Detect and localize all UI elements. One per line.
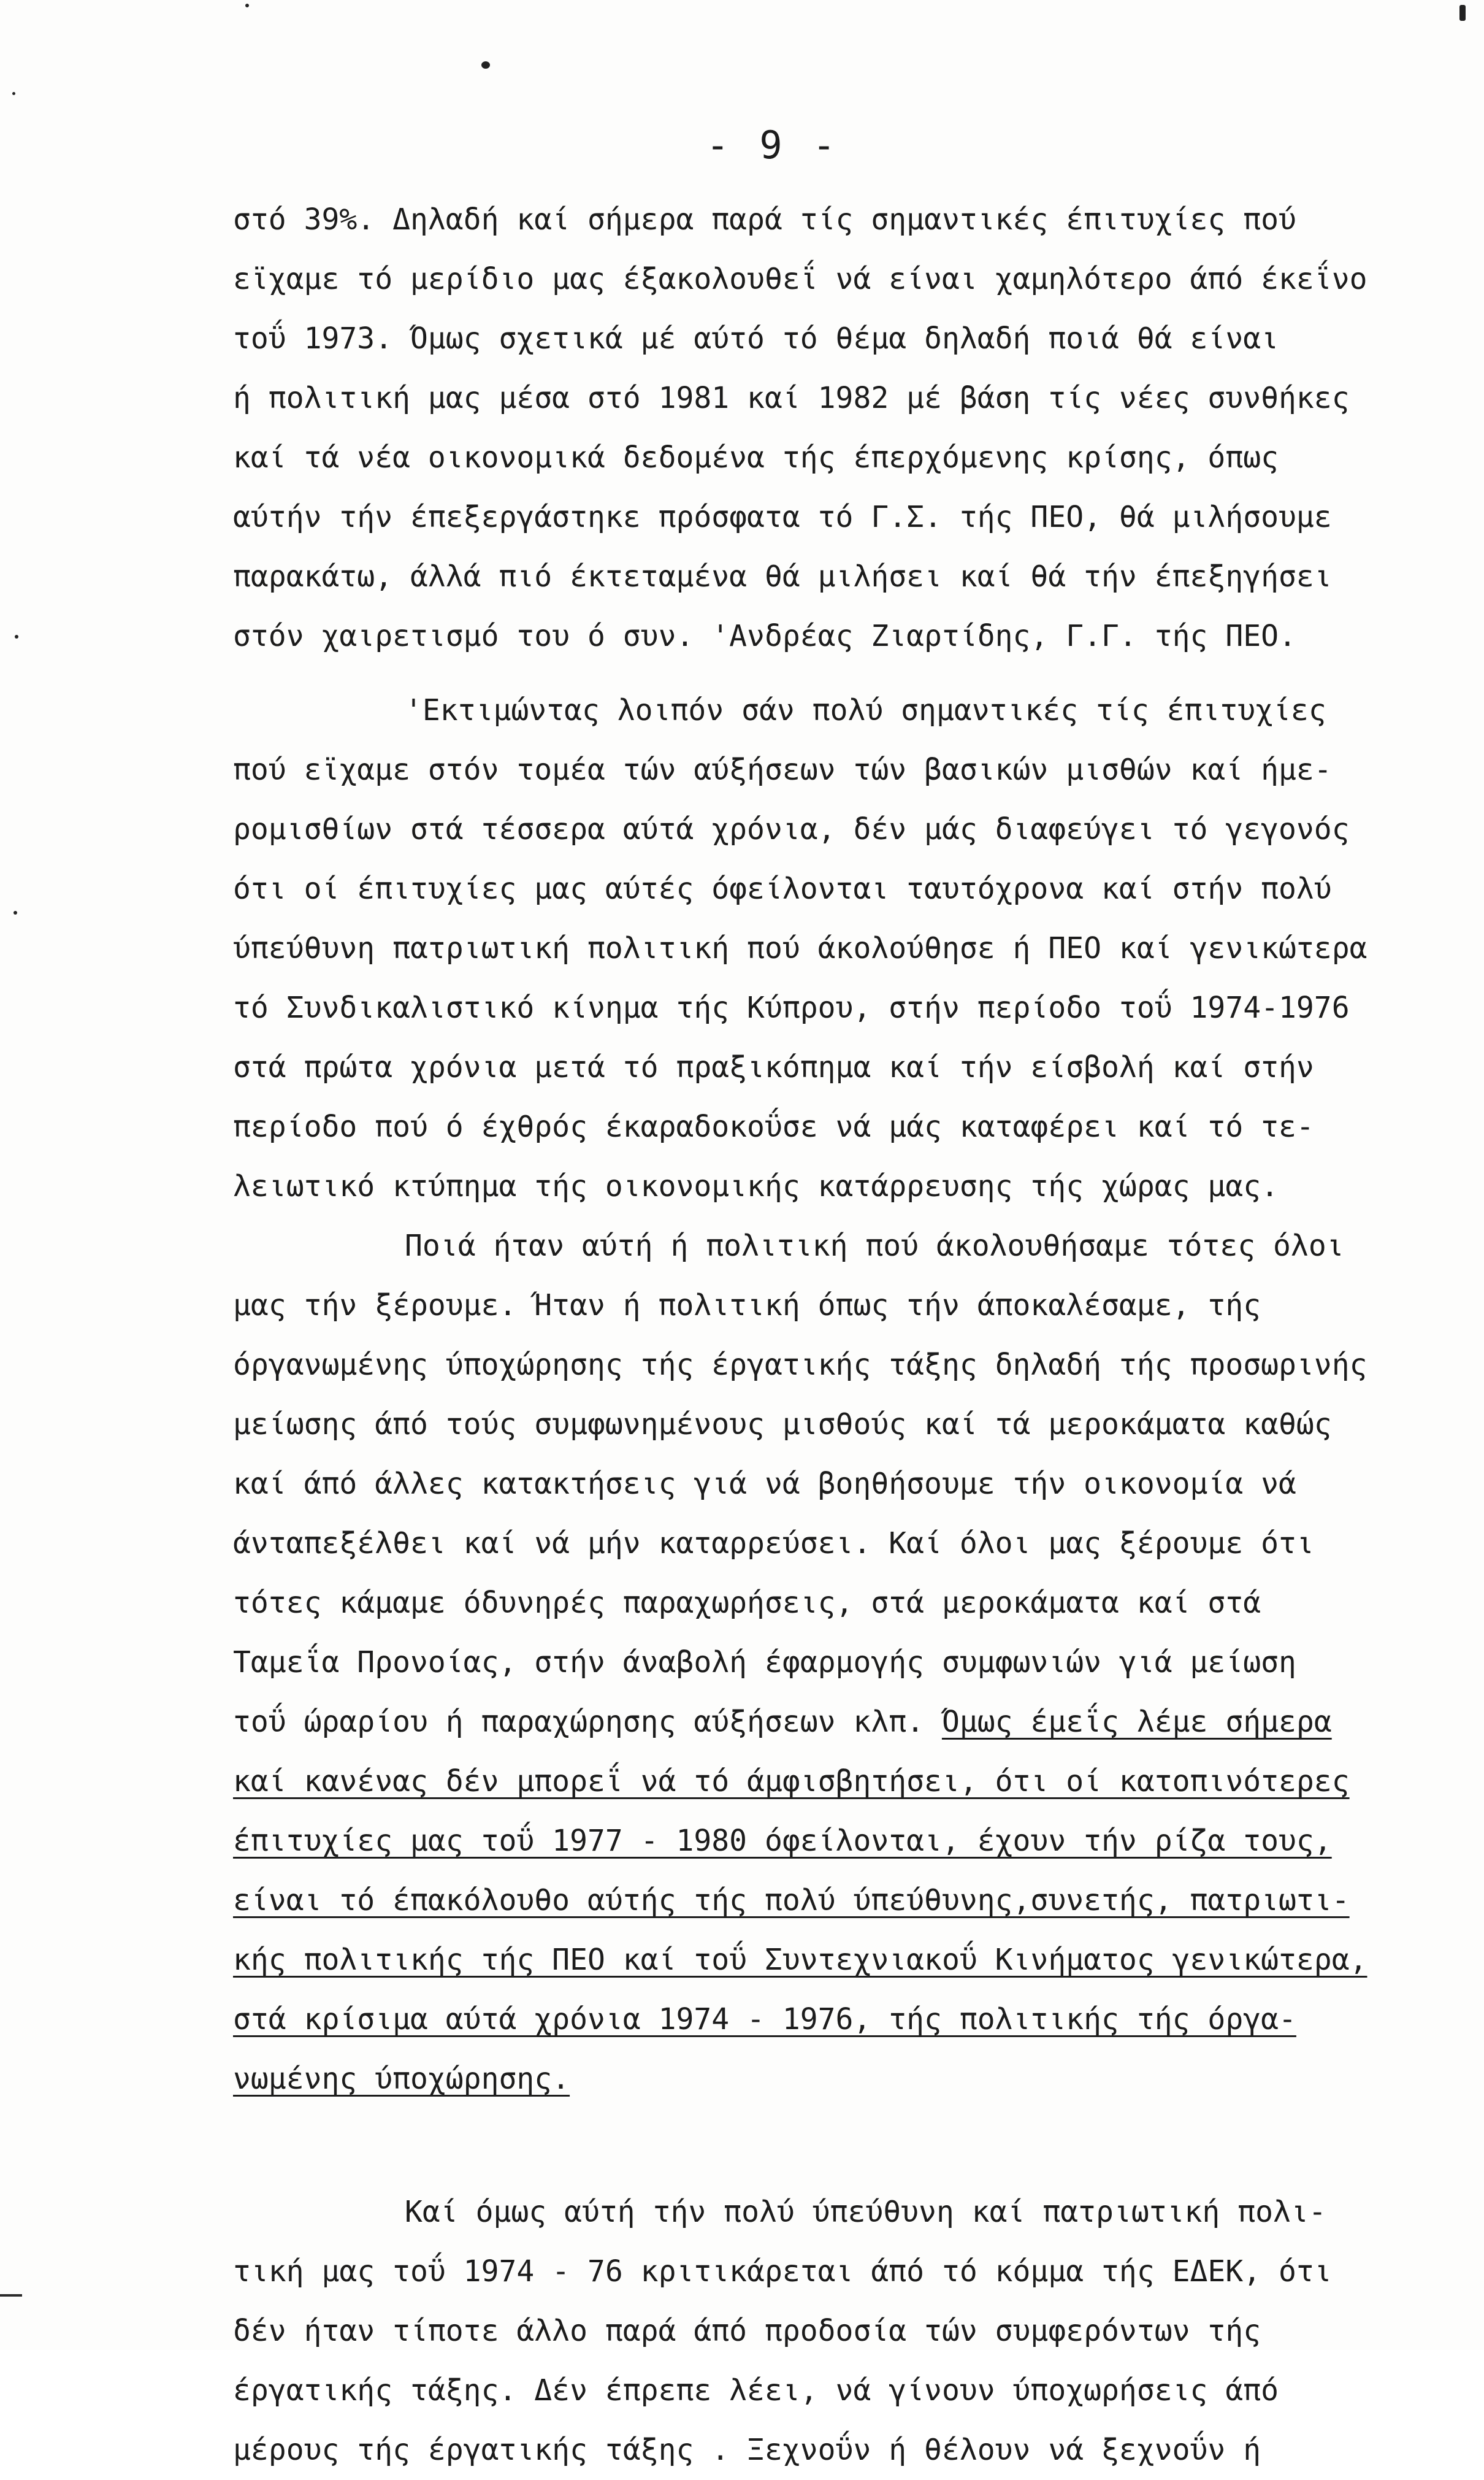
scan-speck bbox=[13, 911, 17, 915]
text-line: μείωσης άπό τούς συμφωνημένους μισθούς καί τά μεροκάματα καθώς bbox=[233, 1407, 1332, 1442]
text-line: έργατικής τάξης. Δέν έπρεπε λέει, νά γίνουν ύποχωρήσεις άπό bbox=[233, 2373, 1279, 2408]
text-line: όργανωμένης ύποχώρησης τής έργατικής τάξης δηλαδή τής προσωρινής bbox=[233, 1348, 1367, 1382]
text-line: στόν χαιρετισμό του ό συν. 'Ανδρέας Ζιαρτίδης, Γ.Γ. τής ΠΕΟ. bbox=[233, 619, 1296, 653]
text-line: περίοδο πού ό έχθρός έκαραδοκοΰσε νά μάς καταφέρει καί τό τε- bbox=[233, 1110, 1314, 1144]
text-line: ρομισθίων στά τέσσερα αύτά χρόνια, δέν μάς διαφεύγει τό γεγονός bbox=[233, 812, 1350, 847]
paragraph-1 bbox=[233, 190, 1429, 666]
scan-speck bbox=[1459, 5, 1466, 21]
paragraph-2 bbox=[233, 681, 1429, 1216]
scan-edge-line bbox=[0, 2294, 22, 2297]
text-line: ή πολιτική μας μέσα στό 1981 καί 1982 μέ βάση τίς νέες συνθήκες bbox=[233, 381, 1350, 415]
text-line: Ποιά ήταν αύτή ή πολιτική πού άκολουθήσαμε τότες όλοι bbox=[405, 1229, 1344, 1263]
text-line: τό Συνδικαλιστικό κίνημα τής Κύπρου, στήν περίοδο τοΰ 1974-1976 bbox=[233, 991, 1350, 1025]
underlined-line: έπιτυχίες μας τοΰ 1977 - 1980 όφείλονται, έχουν τήν ρίζα τους, bbox=[233, 1824, 1332, 1858]
text-line: 'Εκτιμώντας λοιπόν σάν πολύ σημαντικές τίς έπιτυχίες bbox=[405, 693, 1326, 727]
text-line: τότες κάμαμε όδυνηρές παραχωρήσεις, στά μεροκάματα καί στά bbox=[233, 1586, 1261, 1620]
text-line: πού εϊχαμε στόν τομέα τών αύξήσεων τών βασικών μισθών καί ήμε- bbox=[233, 753, 1332, 787]
page-number: - 9 - bbox=[706, 123, 840, 167]
text-line: παρακάτω, άλλά πιό έκτεταμένα θά μιλήσει καί θά τήν έπεξηγήσει bbox=[233, 559, 1332, 594]
text-line: καί άπό άλλες κατακτήσεις γιά νά βοηθήσουμε τήν οικονομία νά bbox=[233, 1467, 1296, 1501]
underlined-line: καί κανένας δέν μπορεΐ νά τό άμφισβητήσει, ότι οί κατοπινότερες bbox=[233, 1764, 1350, 1799]
text-line: Καί όμως αύτή τήν πολύ ύπεύθυνη καί πατριωτική πολι- bbox=[405, 2195, 1326, 2229]
scan-speck bbox=[15, 635, 18, 639]
text-line: λειωτικό κτύπημα τής οικονομικής κατάρρευσης τής χώρας μας. bbox=[233, 1169, 1279, 1204]
document-body bbox=[233, 190, 1429, 2480]
scan-speck bbox=[245, 4, 249, 7]
scan-speck bbox=[12, 92, 15, 95]
text-line: μας τήν ξέρουμε. Ήταν ή πολιτική όπως τήν άποκαλέσαμε, τής bbox=[233, 1288, 1261, 1323]
text-line: ότι οί έπιτυχίες μας αύτές όφείλονται ταυτόχρονα καί στήν πολύ bbox=[233, 872, 1332, 906]
text-line: καί τά νέα οικονομικά δεδομένα τής έπερχόμενης κρίσης, όπως bbox=[233, 440, 1279, 475]
text-line: άνταπεξέλθει καί νά μήν καταρρεύσει. Καί όλοι μας ξέρουμε ότι bbox=[233, 1526, 1314, 1561]
text-line: τοΰ 1973. Όμως σχετικά μέ αύτό τό θέμα δηλαδή ποιά θά είναι bbox=[233, 321, 1279, 356]
underlined-line: κής πολιτικής τής ΠΕΟ καί τοΰ Συντεχνιακοΰ Κινήματος γενικώτερα, bbox=[233, 1943, 1367, 1977]
text-line: ύπεύθυνη πατριωτική πολιτική πού άκολούθησε ή ΠΕΟ καί γενικώτερα bbox=[233, 931, 1367, 966]
underlined-line: στά κρίσιμα αύτά χρόνια 1974 - 1976, τής πολιτικής τής όργα- bbox=[233, 2002, 1296, 2037]
text-line: εϊχαμε τό μερίδιο μας έξακολουθεΐ νά είναι χαμηλότερο άπό έκεΐνο bbox=[233, 262, 1367, 296]
text-fragment: τοΰ ώραρίου ή παραχώρησης αύξήσεων κλπ. bbox=[233, 1705, 925, 1739]
text-line-mixed bbox=[233, 1692, 1429, 1752]
underlined-line: νωμένης ύποχώρησης. bbox=[233, 2062, 570, 2096]
text-line: στά πρώτα χρόνια μετά τό πραξικόπημα καί τήν είσβολή καί στήν bbox=[233, 1050, 1314, 1085]
text-line: αύτήν τήν έπεξεργάστηκε πρόσφατα τό Γ.Σ. τής ΠΕΟ, θά μιλήσουμε bbox=[233, 500, 1332, 534]
text-line: στό 39%. Δηλαδή καί σήμερα παρά τίς σημαντικές έπιτυχίες πού bbox=[233, 202, 1296, 237]
text-line: τική μας τοΰ 1974 - 76 κριτικάρεται άπό τό κόμμα τής ΕΔΕΚ, ότι bbox=[233, 2254, 1332, 2289]
underlined-line: είναι τό έπακόλουθο αύτής τής πολύ ύπεύθυνης,συνετής, πατριωτι- bbox=[233, 1883, 1350, 1918]
underlined-emphasis: Όμως έμεΐς λέμε σήμερα bbox=[941, 1705, 1332, 1739]
paragraph-3 bbox=[233, 1216, 1429, 2109]
paragraph-4 bbox=[233, 2182, 1429, 2480]
text-line: μέρους τής έργατικής τάξης . Ξεχνοΰν ή θέλουν νά ξεχνοΰν ή bbox=[233, 2433, 1261, 2467]
text-line: Ταμεΐα Προνοίας, στήν άναβολή έφαρμογής συμφωνιών γιά μείωση bbox=[233, 1645, 1296, 1680]
scan-speck bbox=[481, 61, 490, 69]
text-line: δέν ήταν τίποτε άλλο παρά άπό προδοσία τών συμφερόντων τής bbox=[233, 2314, 1261, 2348]
